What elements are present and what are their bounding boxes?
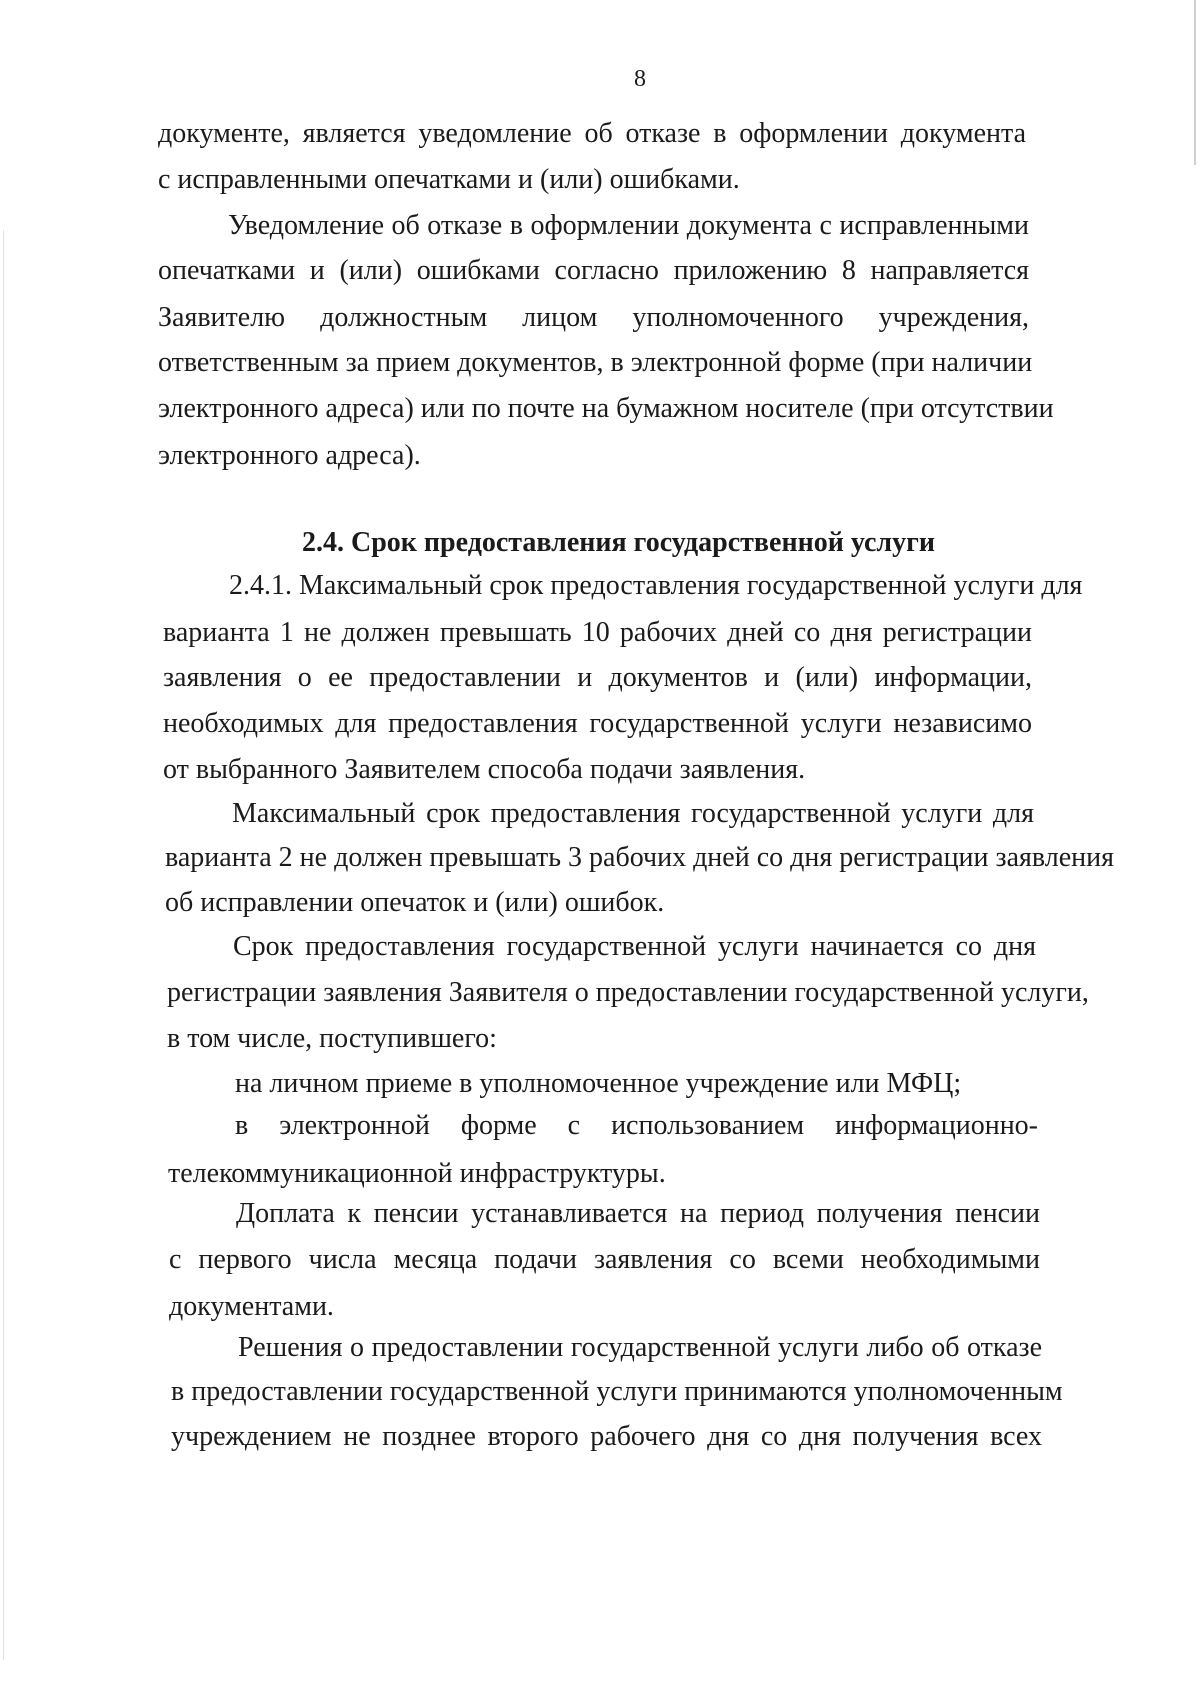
text-line: в предоставлении государственной услуги принимаются уполномоченным	[171, 1376, 1063, 1407]
text-line: в электронной форме с использованием информационно-	[235, 1110, 1038, 1141]
text-line: электронного адреса).	[158, 440, 421, 471]
text-line: Решения о предоставлении государственной услуги либо об отказе	[238, 1332, 1042, 1363]
text-line: опечатками и (или) ошибками согласно приложению 8 направляется	[158, 255, 1029, 286]
text-line: с первого числа месяца подачи заявления со всеми необходимыми	[169, 1244, 1040, 1275]
text-line: варианта 1 не должен превышать 10 рабочих дней со дня регистрации	[163, 617, 1032, 648]
text-line: об исправлении опечаток и (или) ошибок.	[165, 887, 665, 918]
text-line: Максимальный срок предоставления государственной услуги для	[232, 798, 1034, 829]
text-line: регистрации заявления Заявителя о предоставлении государственной услуги,	[167, 977, 1089, 1008]
text-line: Срок предоставления государственной услуги начинается со дня	[233, 931, 1036, 962]
text-line: с исправленными опечатками и (или) ошибками.	[158, 164, 740, 195]
text-line: учреждением не позднее второго рабочего дня со дня получения всех	[171, 1421, 1042, 1452]
text-line: документами.	[169, 1291, 334, 1322]
text-line: на личном приеме в уполномоченное учреждение или МФЦ;	[235, 1068, 962, 1099]
text-line: заявления о ее предоставлении и документов и (или) информации,	[163, 662, 1032, 693]
scan-edge-left	[3, 230, 4, 1660]
section-heading: 2.4. Срок предоставления государственной услуги	[302, 527, 935, 558]
text-line: от выбранного Заявителем способа подачи заявления.	[163, 754, 806, 785]
page-number: 8	[634, 66, 646, 92]
text-line: электронного адреса) или по почте на бумажном носителе (при отсутствии	[158, 393, 1054, 424]
text-line: документе, является уведомление об отказе в оформлении документа	[158, 118, 1026, 149]
text-line: Уведомление об отказе в оформлении документа с исправленными	[228, 210, 1029, 241]
text-line: 2.4.1. Максимальный срок предоставления государственной услуги для	[229, 570, 1083, 601]
text-line: в том числе, поступившего:	[167, 1023, 497, 1054]
text-line: Заявителю должностным лицом уполномоченного учреждения,	[158, 302, 1029, 333]
text-line: ответственным за прием документов, в электронной форме (при наличии	[158, 347, 1033, 378]
text-line: необходимых для предоставления государственной услуги независимо	[163, 708, 1032, 739]
text-line: Доплата к пенсии устанавливается на период получения пенсии	[236, 1198, 1040, 1229]
text-line: варианта 2 не должен превышать 3 рабочих дней со дня регистрации заявления	[165, 842, 1114, 873]
text-line: телекоммуникационной инфраструктуры.	[168, 1158, 666, 1189]
